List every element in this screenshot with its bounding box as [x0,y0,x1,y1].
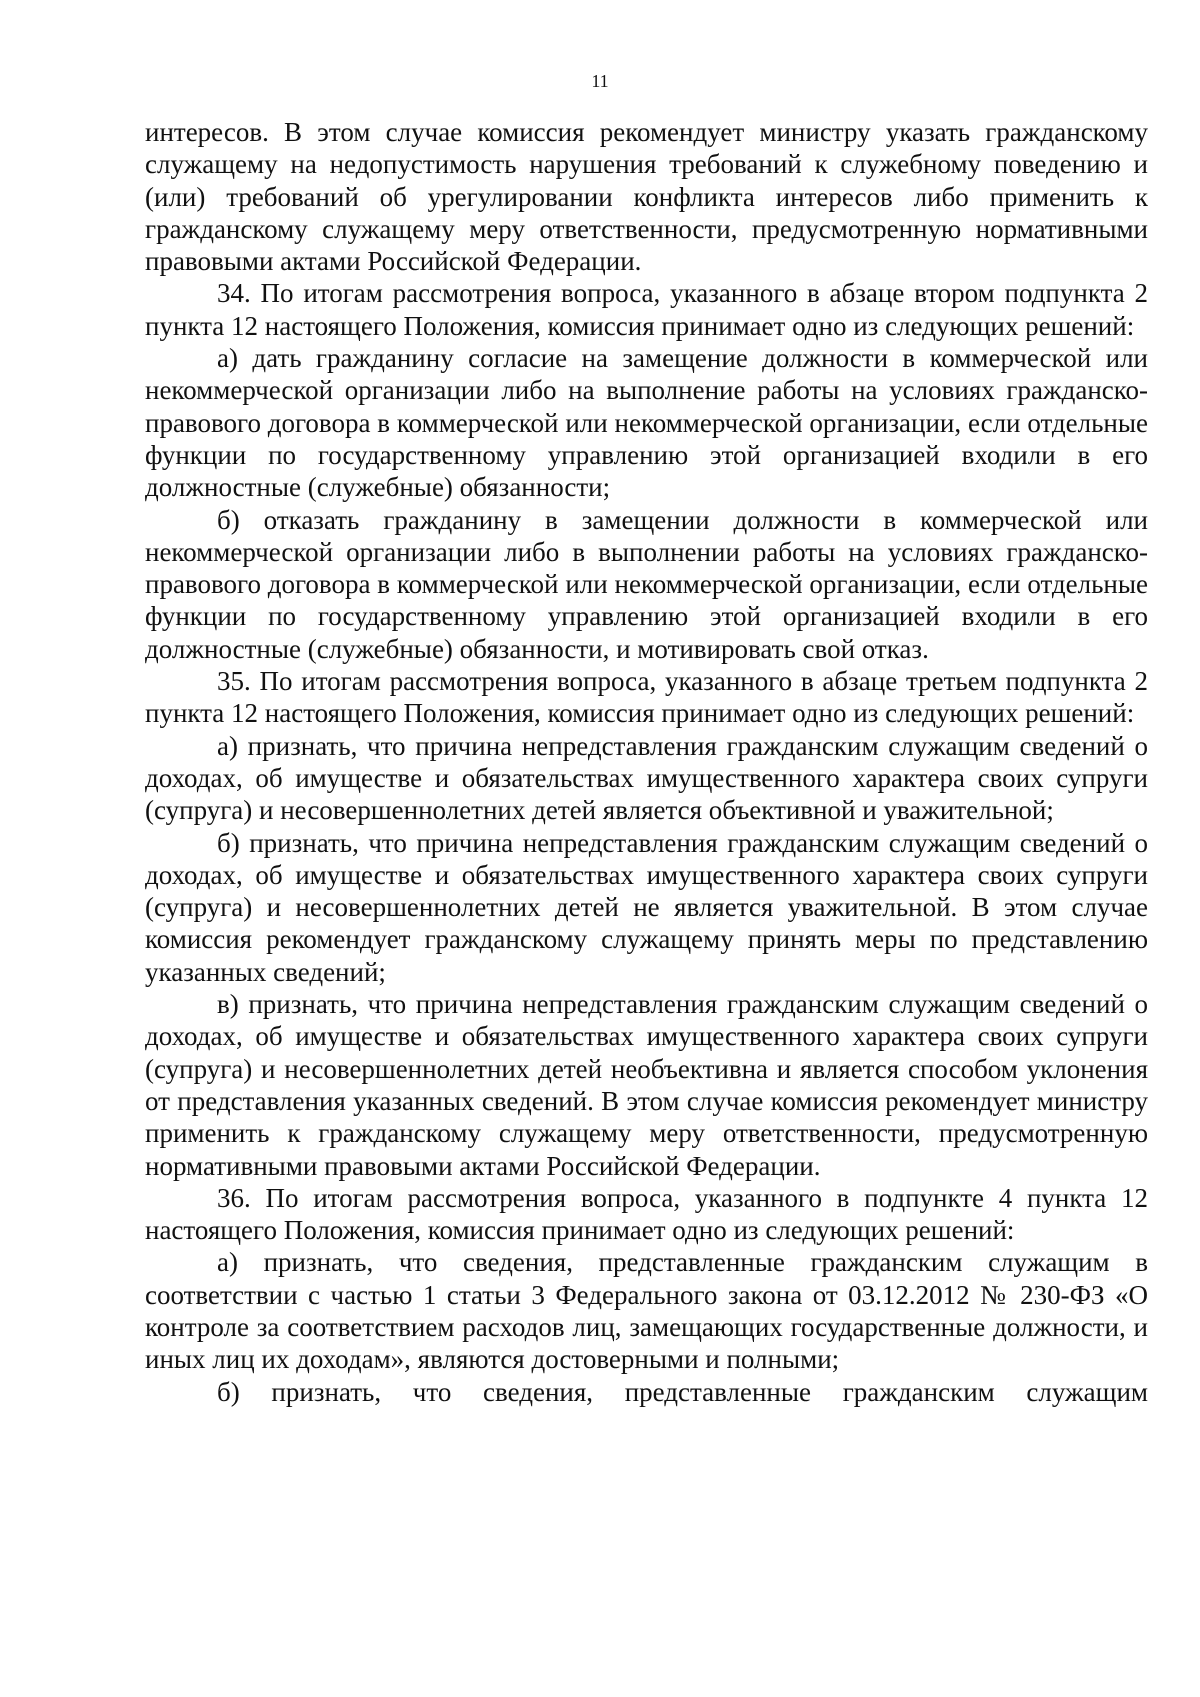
paragraph-item-35v: в) признать, что причина непредставления гражданским служащим сведений о доходах, об имуществе и обязательствах имущественного характера своих супруги (супруга) и несовершеннолетних детей необъективна и является способом уклонения от представления указанных сведений. В этом случае комиссия рекомендует министру применить к гражданскому служащему меру ответственности, предусмотренную нормативными правовыми актами Российской Федерации. [145,989,1148,1181]
paragraph-item-34: 34. По итогам рассмотрения вопроса, указанного в абзаце втором подпункта 2 пункта 12 настоящего Положения, комиссия принимает одно из следующих решений: [145,278,1148,341]
paragraph-item-35: 35. По итогам рассмотрения вопроса, указанного в абзаце третьем подпункта 2 пункта 12 настоящего Положения, комиссия принимает одно из следующих решений: [145,666,1148,729]
document-body [145,116,1148,1408]
paragraph-item-35b: б) признать, что причина непредставления гражданским служащим сведений о доходах, об имуществе и обязательствах имущественного характера своих супруги (супруга) и несовершеннолетних детей не является уважительной. В этом случае комиссия рекомендует гражданскому служащему принять меры по представлению указанных сведений; [145,827,1148,987]
paragraph-item-36: 36. По итогам рассмотрения вопроса, указанного в подпункте 4 пункта 12 настоящего Положения, комиссия принимает одно из следующих решений: [145,1182,1148,1246]
paragraph-item-36b: б) признать, что сведения, представленные гражданским служащим [217,1376,1148,1407]
paragraph-continuation: интересов. В этом случае комиссия рекомендует министру указать гражданскому служащему на недопустимость нарушения требований к служебному поведению и (или) требований об урегулировании конфликта интересов либо применить к гражданскому служащему меру ответственности, предусмотренную нормативными правовыми актами Российской Федерации. [145,117,1148,277]
paragraph-item-34b: б) отказать гражданину в замещении должности в коммерческой или некоммерческой организации либо в выполнении работы на условиях гражданско-правового договора в коммерческой или некоммерческой организации, если отдельные функции по государственному управлению этой организацией входили в его должностные (служебные) обязанности, и мотивировать свой отказ. [145,504,1148,664]
paragraph-item-34a: а) дать гражданину согласие на замещение должности в коммерческой или некоммерческой организации либо на выполнение работы на условиях гражданско-правового договора в коммерческой или некоммерческой организации, если отдельные функции по государственному управлению этой организацией входили в его должностные (служебные) обязанности; [145,343,1148,503]
page-number: 11 [591,71,609,91]
paragraph-item-35a: а) признать, что причина непредставления гражданским служащим сведений о доходах, об имуществе и обязательствах имущественного характера своих супруги (супруга) и несовершеннолетних детей является объективной и уважительной; [145,730,1148,826]
paragraph-item-36a: а) признать, что сведения, представленные гражданским служащим в соответствии с частью 1 статьи 3 Федерального закона от 03.12.2012 № 230-ФЗ «О контроле за соответствием расходов лиц, замещающих государственные должности, и иных лиц их доходам», являются достоверными и полными; [145,1247,1148,1375]
